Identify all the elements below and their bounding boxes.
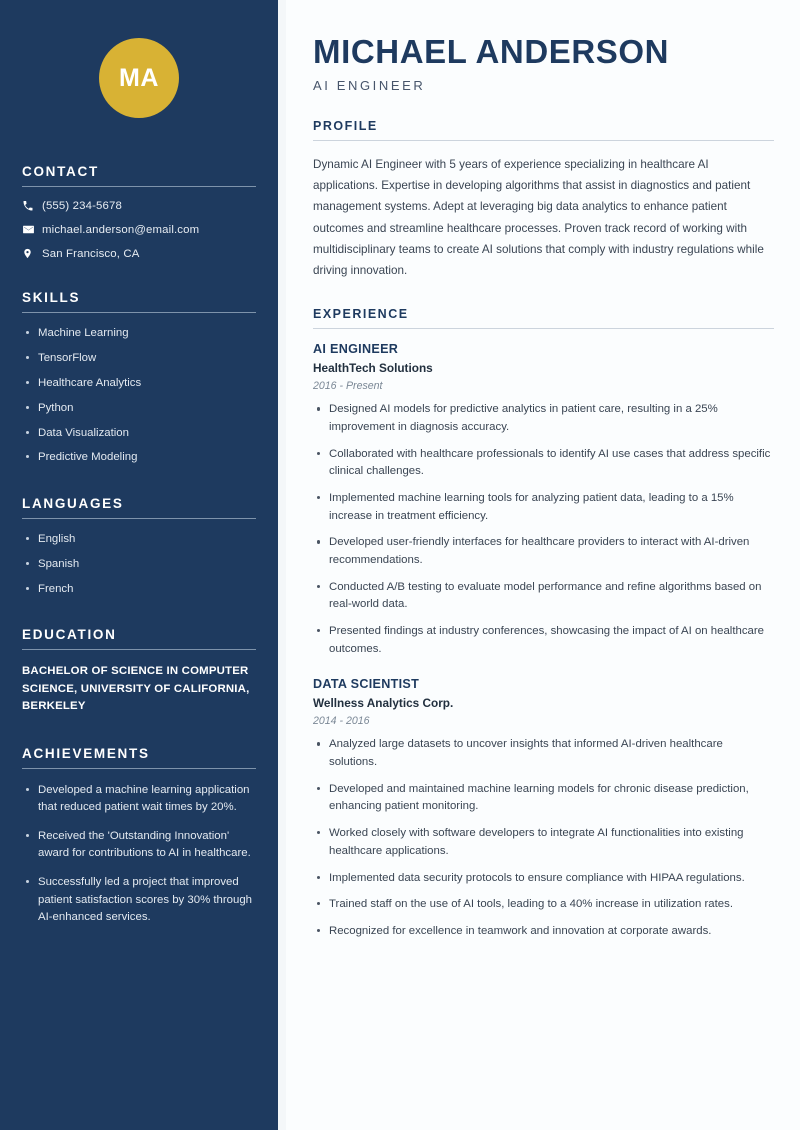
experience-section <box>313 307 774 940</box>
contact-email-value: michael.anderson@email.com <box>42 223 200 236</box>
skills-heading: SKILLS <box>22 290 81 305</box>
sidebar-main-gap <box>278 0 286 1130</box>
experience-entry <box>313 342 774 658</box>
list-item: French <box>22 582 256 597</box>
list-item: Analyzed large datasets to uncover insights that informed AI-driven healthcare solutions. <box>313 736 774 771</box>
experience-entry <box>313 677 774 940</box>
page-title: MICHAEL ANDERSON <box>313 33 670 70</box>
list-item: TensorFlow <box>22 351 256 366</box>
achievements-section <box>22 746 256 926</box>
location-pin-icon <box>22 247 42 260</box>
phone-icon <box>22 200 42 212</box>
skills-divider <box>22 312 256 313</box>
job-company: HealthTech Solutions <box>313 361 433 376</box>
avatar-container <box>22 0 256 118</box>
profile-text: Dynamic AI Engineer with 5 years of experience specializing in healthcare AI applications. Expertise in developing algorithms that assist in diagnostics and patient management systems. Adept at leveraging big data analytics to enhance patient outcomes and streamline healthcare processes. Proven track record of working with multidisciplinary teams to create AI solutions that comply with industry regulations while driving innovation. <box>313 157 764 278</box>
list-item: Predictive Modeling <box>22 450 256 465</box>
contact-phone-value: (555) 234-5678 <box>42 200 122 212</box>
profile-divider <box>313 140 774 141</box>
job-role-subtitle: AI ENGINEER <box>313 77 426 93</box>
envelope-icon <box>22 223 42 236</box>
education-section <box>22 627 256 716</box>
skills-list <box>22 326 256 466</box>
job-company: Wellness Analytics Corp. <box>313 696 454 711</box>
education-heading: EDUCATION <box>22 627 117 643</box>
list-item: Conducted A/B testing to evaluate model performance and refine algorithms based on real-world data. <box>313 579 774 614</box>
achievements-divider <box>22 768 256 769</box>
contact-heading: CONTACT <box>22 164 99 179</box>
languages-divider <box>22 518 256 519</box>
list-item: Data Visualization <box>22 426 256 441</box>
list-item: Developed and maintained machine learning models for chronic disease prediction, enhancing patient monitoring. <box>313 781 774 816</box>
list-item: Presented findings at industry conferences, showcasing the impact of AI on healthcare outcomes. <box>313 623 774 658</box>
list-item: Healthcare Analytics <box>22 376 256 391</box>
languages-heading: LANGUAGES <box>22 495 124 511</box>
list-item: Machine Learning <box>22 326 256 341</box>
list-item: Recognized for excellence in teamwork and innovation at corporate awards. <box>313 923 774 941</box>
education-divider <box>22 649 256 650</box>
list-item: Worked closely with software developers to integrate AI functionalities into existing healthcare applications. <box>313 825 774 860</box>
contact-location-value: San Francisco, CA <box>42 247 140 260</box>
list-item: Python <box>22 401 256 416</box>
skills-section <box>22 290 256 466</box>
profile-section <box>313 119 774 282</box>
list-item: Developed a machine learning application that reduced patient wait times by 20%. <box>22 782 256 816</box>
main-content <box>286 0 800 1130</box>
contact-location-row[interactable] <box>22 247 256 260</box>
job-dates: 2014 - 2016 <box>313 715 370 728</box>
experience-divider <box>313 328 774 329</box>
education-degree: BACHELOR OF SCIENCE IN COMPUTER SCIENCE, UNIVERSITY OF CALIFORNIA, BERKELEY <box>22 665 250 713</box>
list-item: Spanish <box>22 557 256 572</box>
job-bullets <box>313 736 774 940</box>
contact-phone-row[interactable] <box>22 200 256 212</box>
avatar-initials: MA <box>119 63 159 92</box>
job-bullets <box>313 401 774 658</box>
achievements-heading: ACHIEVEMENTS <box>22 746 150 762</box>
list-item: Received the 'Outstanding Innovation' award for contributions to AI in healthcare. <box>22 828 256 862</box>
list-item: Successfully led a project that improved patient satisfaction scores by 30% through AI-enhanced services. <box>22 874 256 925</box>
profile-heading: PROFILE <box>313 118 378 133</box>
contact-email-row[interactable] <box>22 223 256 236</box>
languages-section <box>22 496 256 597</box>
experience-heading: EXPERIENCE <box>313 307 409 322</box>
list-item: Trained staff on the use of AI tools, leading to a 40% increase in utilization rates. <box>313 896 774 914</box>
list-item: Implemented data security protocols to ensure compliance with HIPAA regulations. <box>313 870 774 888</box>
list-item: Implemented machine learning tools for analyzing patient data, leading to a 15% increase in treatment efficiency. <box>313 490 774 525</box>
sidebar <box>0 0 278 1130</box>
achievements-list <box>22 782 256 926</box>
list-item: English <box>22 532 256 547</box>
avatar <box>99 38 179 118</box>
list-item: Designed AI models for predictive analytics in patient care, resulting in a 25% improvement in diagnosis accuracy. <box>313 401 774 436</box>
languages-list <box>22 532 256 597</box>
job-dates: 2016 - Present <box>313 380 383 393</box>
contact-divider <box>22 186 256 187</box>
contact-section <box>22 164 256 260</box>
list-item: Developed user-friendly interfaces for healthcare providers to interact with AI-driven recommendations. <box>313 534 774 569</box>
job-title: AI ENGINEER <box>313 342 399 357</box>
job-title: DATA SCIENTIST <box>313 677 420 692</box>
list-item: Collaborated with healthcare professionals to identify AI use cases that address specific clinical challenges. <box>313 446 774 481</box>
